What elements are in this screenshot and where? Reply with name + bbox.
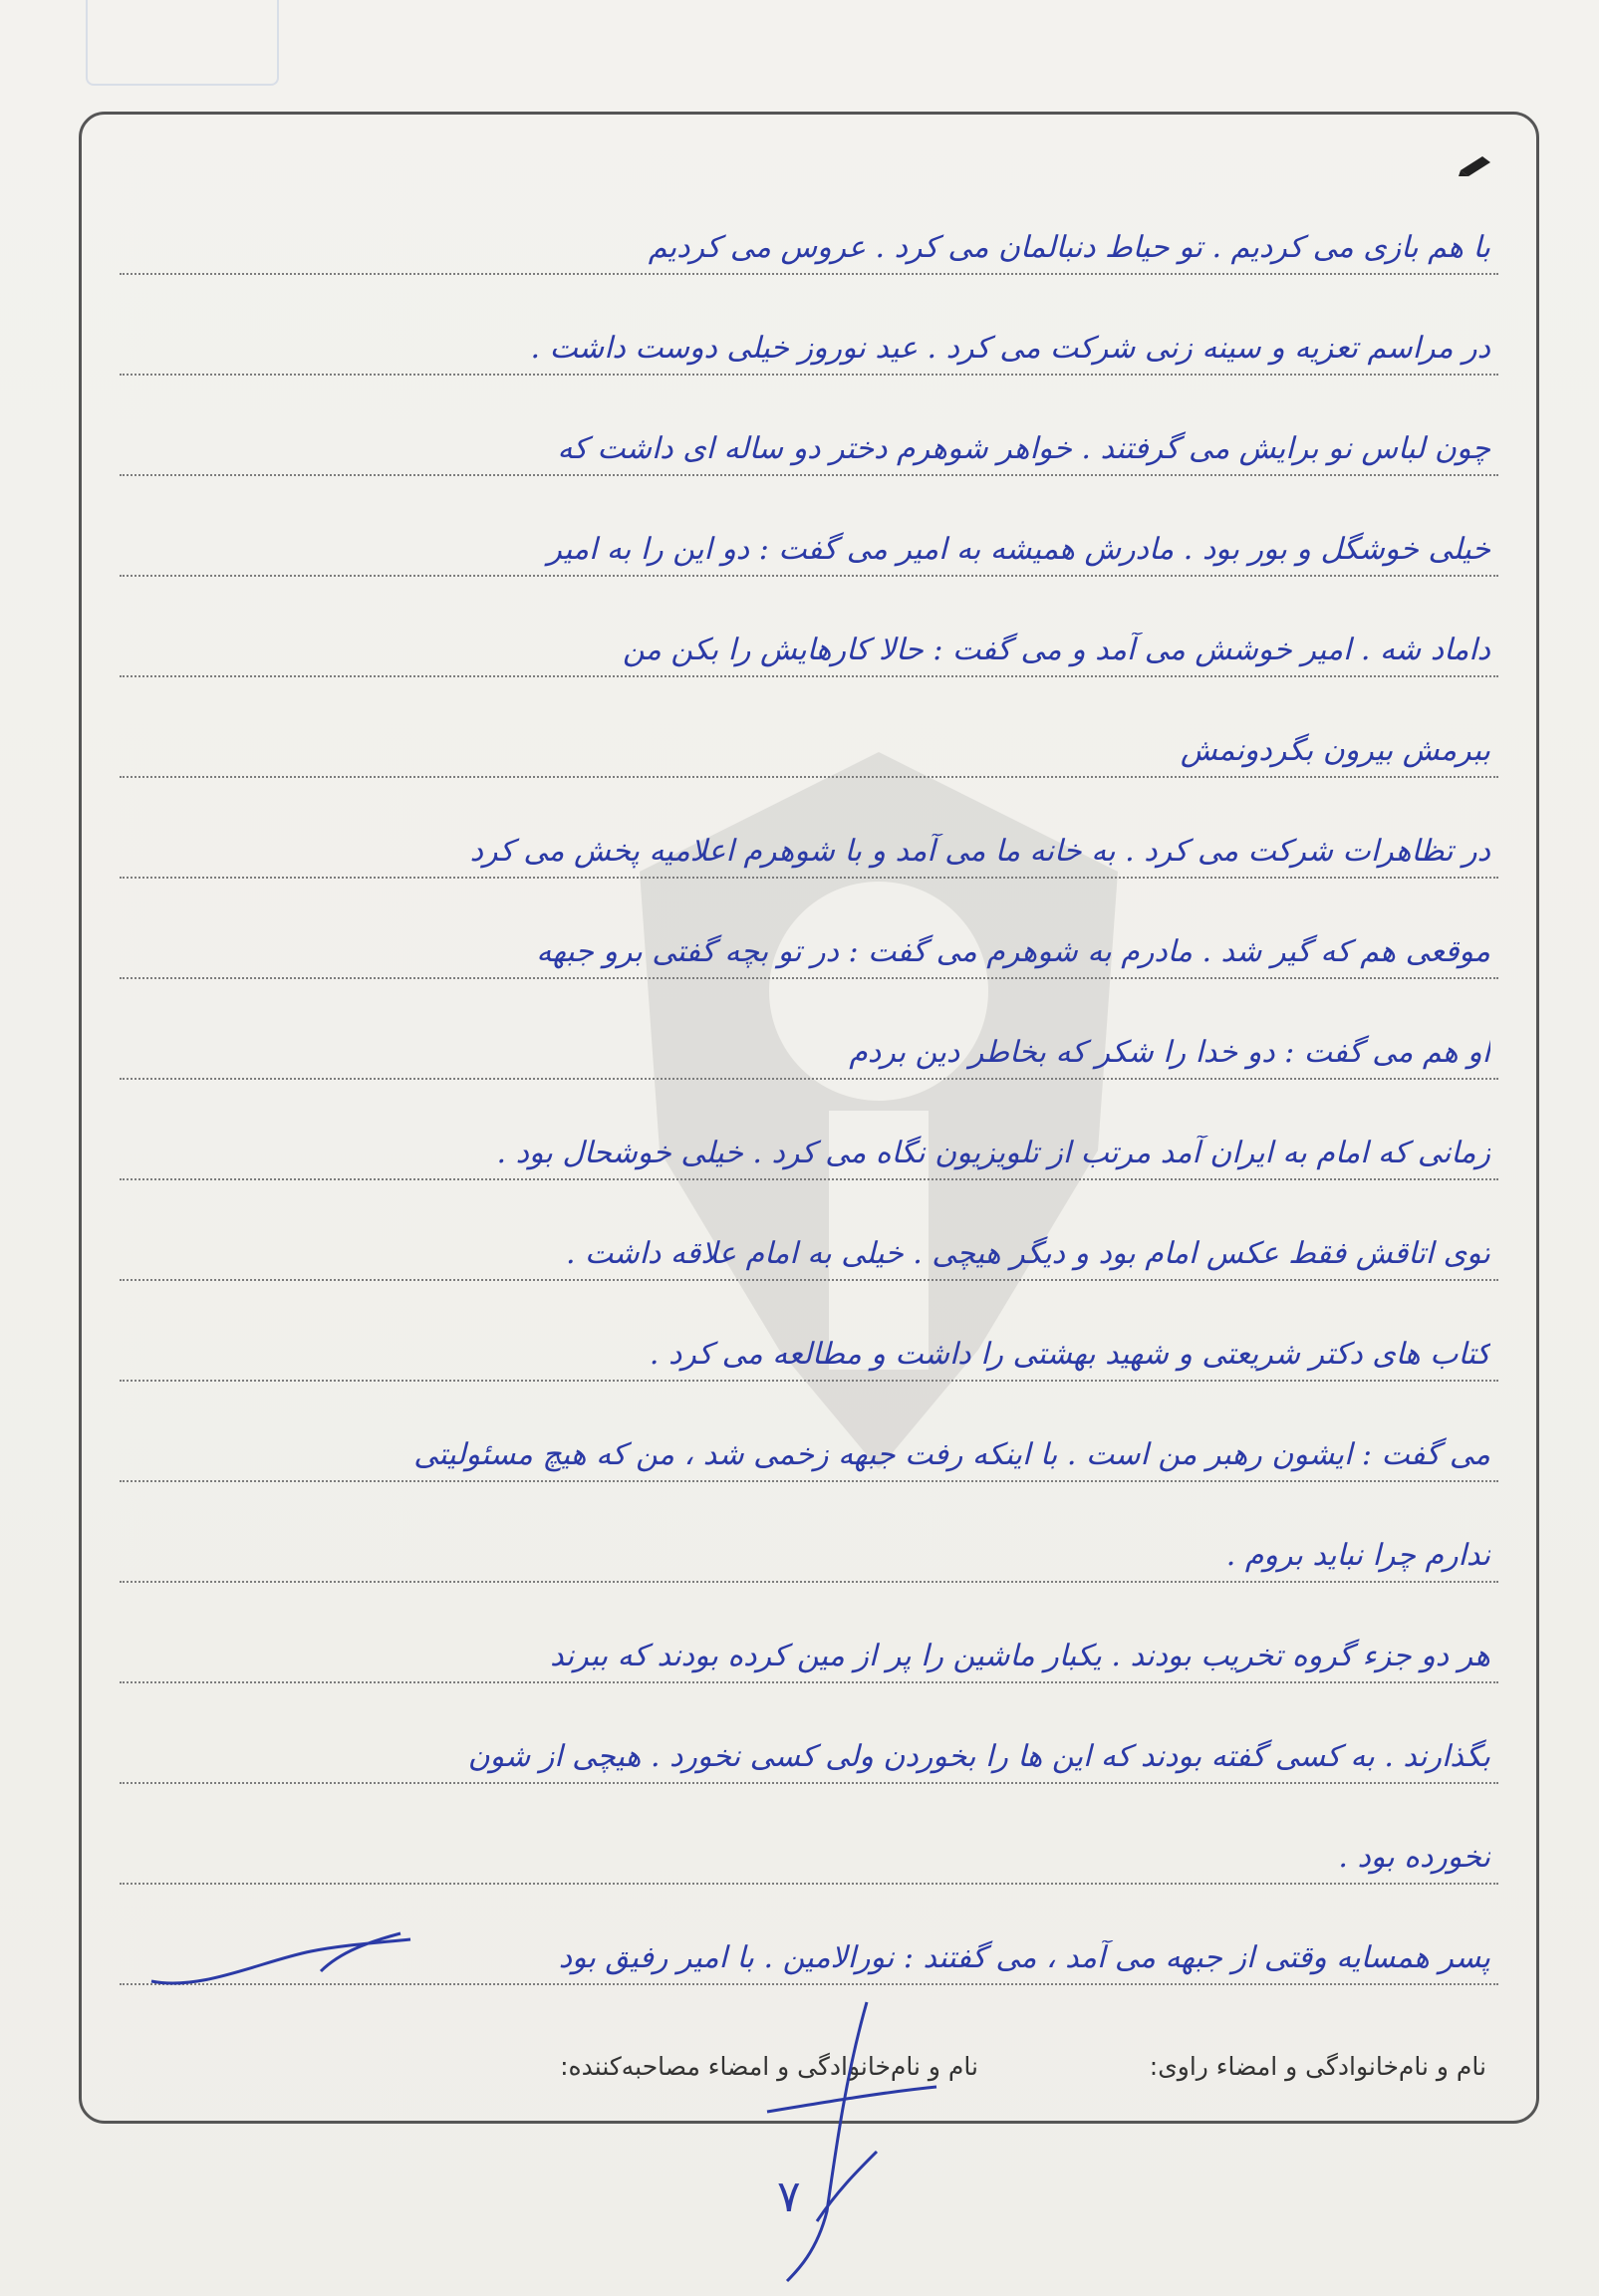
line-1 bbox=[120, 174, 1498, 275]
line-text: موقعی هم که گیر شد . مادرم به شوهرم می گفت : در تو بچه گفتی برو جبهه bbox=[536, 934, 1490, 969]
line-13 bbox=[120, 1382, 1498, 1482]
line-2 bbox=[120, 275, 1498, 376]
line-text: بگذارند . به کسی گفته بودند که این ها را بخوردن ولی کسی نخورد . هیچی از شون bbox=[467, 1739, 1490, 1774]
line-16 bbox=[120, 1683, 1498, 1784]
line-4 bbox=[120, 476, 1498, 577]
line-text: او هم می گفت : دو خدا را شکر که بخاطر دین بردم bbox=[849, 1035, 1490, 1070]
line-text: زمانی که امام به ایران آمد مرتب از تلویزیون نگاه می کرد . خیلی خوشحال بود . bbox=[496, 1136, 1490, 1170]
line-text: خیلی خوشگل و بور بود . مادرش همیشه به امیر می گفت : دو این را به امیر bbox=[547, 532, 1490, 567]
line-text: در مراسم تعزیه و سینه زنی شرکت می کرد . عید نوروز خیلی دوست داشت . bbox=[530, 331, 1490, 366]
line-12 bbox=[120, 1281, 1498, 1382]
page-frame bbox=[79, 112, 1539, 2124]
line-6 bbox=[120, 677, 1498, 778]
line-3 bbox=[120, 376, 1498, 476]
line-text: هر دو جزء گروه تخریب بودند . یکبار ماشین را پر از مین کرده بودند که ببرند bbox=[550, 1639, 1490, 1673]
line-text: ندارم چرا نباید بروم . bbox=[1225, 1538, 1490, 1573]
line-text: نخورده بود . bbox=[1338, 1840, 1490, 1875]
interviewer-label: نام و نام‌خانوادگی و امضاء مصاحبه‌کننده: bbox=[560, 2052, 978, 2081]
line-7 bbox=[120, 778, 1498, 879]
narrator-label: نام و نام‌خانوادگی و امضاء راوی: bbox=[1149, 2052, 1486, 2081]
line-11 bbox=[120, 1180, 1498, 1281]
line-text: می گفت : ایشون رهبر من است . با اینکه رفت جبهه زخمی شد ، من که هیچ مسئولیتی bbox=[413, 1437, 1490, 1472]
line-10 bbox=[120, 1080, 1498, 1180]
line-17 bbox=[120, 1784, 1498, 1885]
transcript-lines bbox=[120, 174, 1498, 1985]
line-text: در تظاهرات شرکت می کرد . به خانه ما می آمد و با شوهرم اعلامیه پخش می کرد bbox=[469, 834, 1490, 869]
line-text: ببرمش بیرون بگردونمش bbox=[1180, 733, 1490, 768]
line-8 bbox=[120, 879, 1498, 979]
line-text: با هم بازی می کردیم . تو حیاط دنبالمان می کرد . عروس می کردیم bbox=[648, 230, 1490, 265]
interviewer-signature bbox=[727, 1992, 946, 2291]
corner-stamp bbox=[86, 0, 279, 86]
line-text: توی اتاقش فقط عکس امام بود و دیگر هیچی . خیلی به امام علاقه داشت . bbox=[565, 1236, 1490, 1271]
line-text: داماد شه . امیر خوشش می آمد و می گفت : حالا کارهایش را بکن من bbox=[622, 633, 1490, 667]
narrator-signature bbox=[141, 1921, 420, 2001]
line-14 bbox=[120, 1482, 1498, 1583]
line-9 bbox=[120, 979, 1498, 1080]
line-5 bbox=[120, 577, 1498, 677]
line-text: کتاب های دکتر شریعتی و شهید بهشتی را داشت و مطالعه می کرد . bbox=[649, 1337, 1490, 1372]
line-15 bbox=[120, 1583, 1498, 1683]
line-text: پسر همسایه وقتی از جبهه می آمد ، می گفتند : نورالامین . با امیر رفیق بود bbox=[558, 1940, 1490, 1975]
line-text: چون لباس نو برایش می گرفتند . خواهر شوهرم دختر دو ساله ای داشت که bbox=[557, 431, 1490, 466]
page-number: ٧ bbox=[777, 2171, 801, 2222]
